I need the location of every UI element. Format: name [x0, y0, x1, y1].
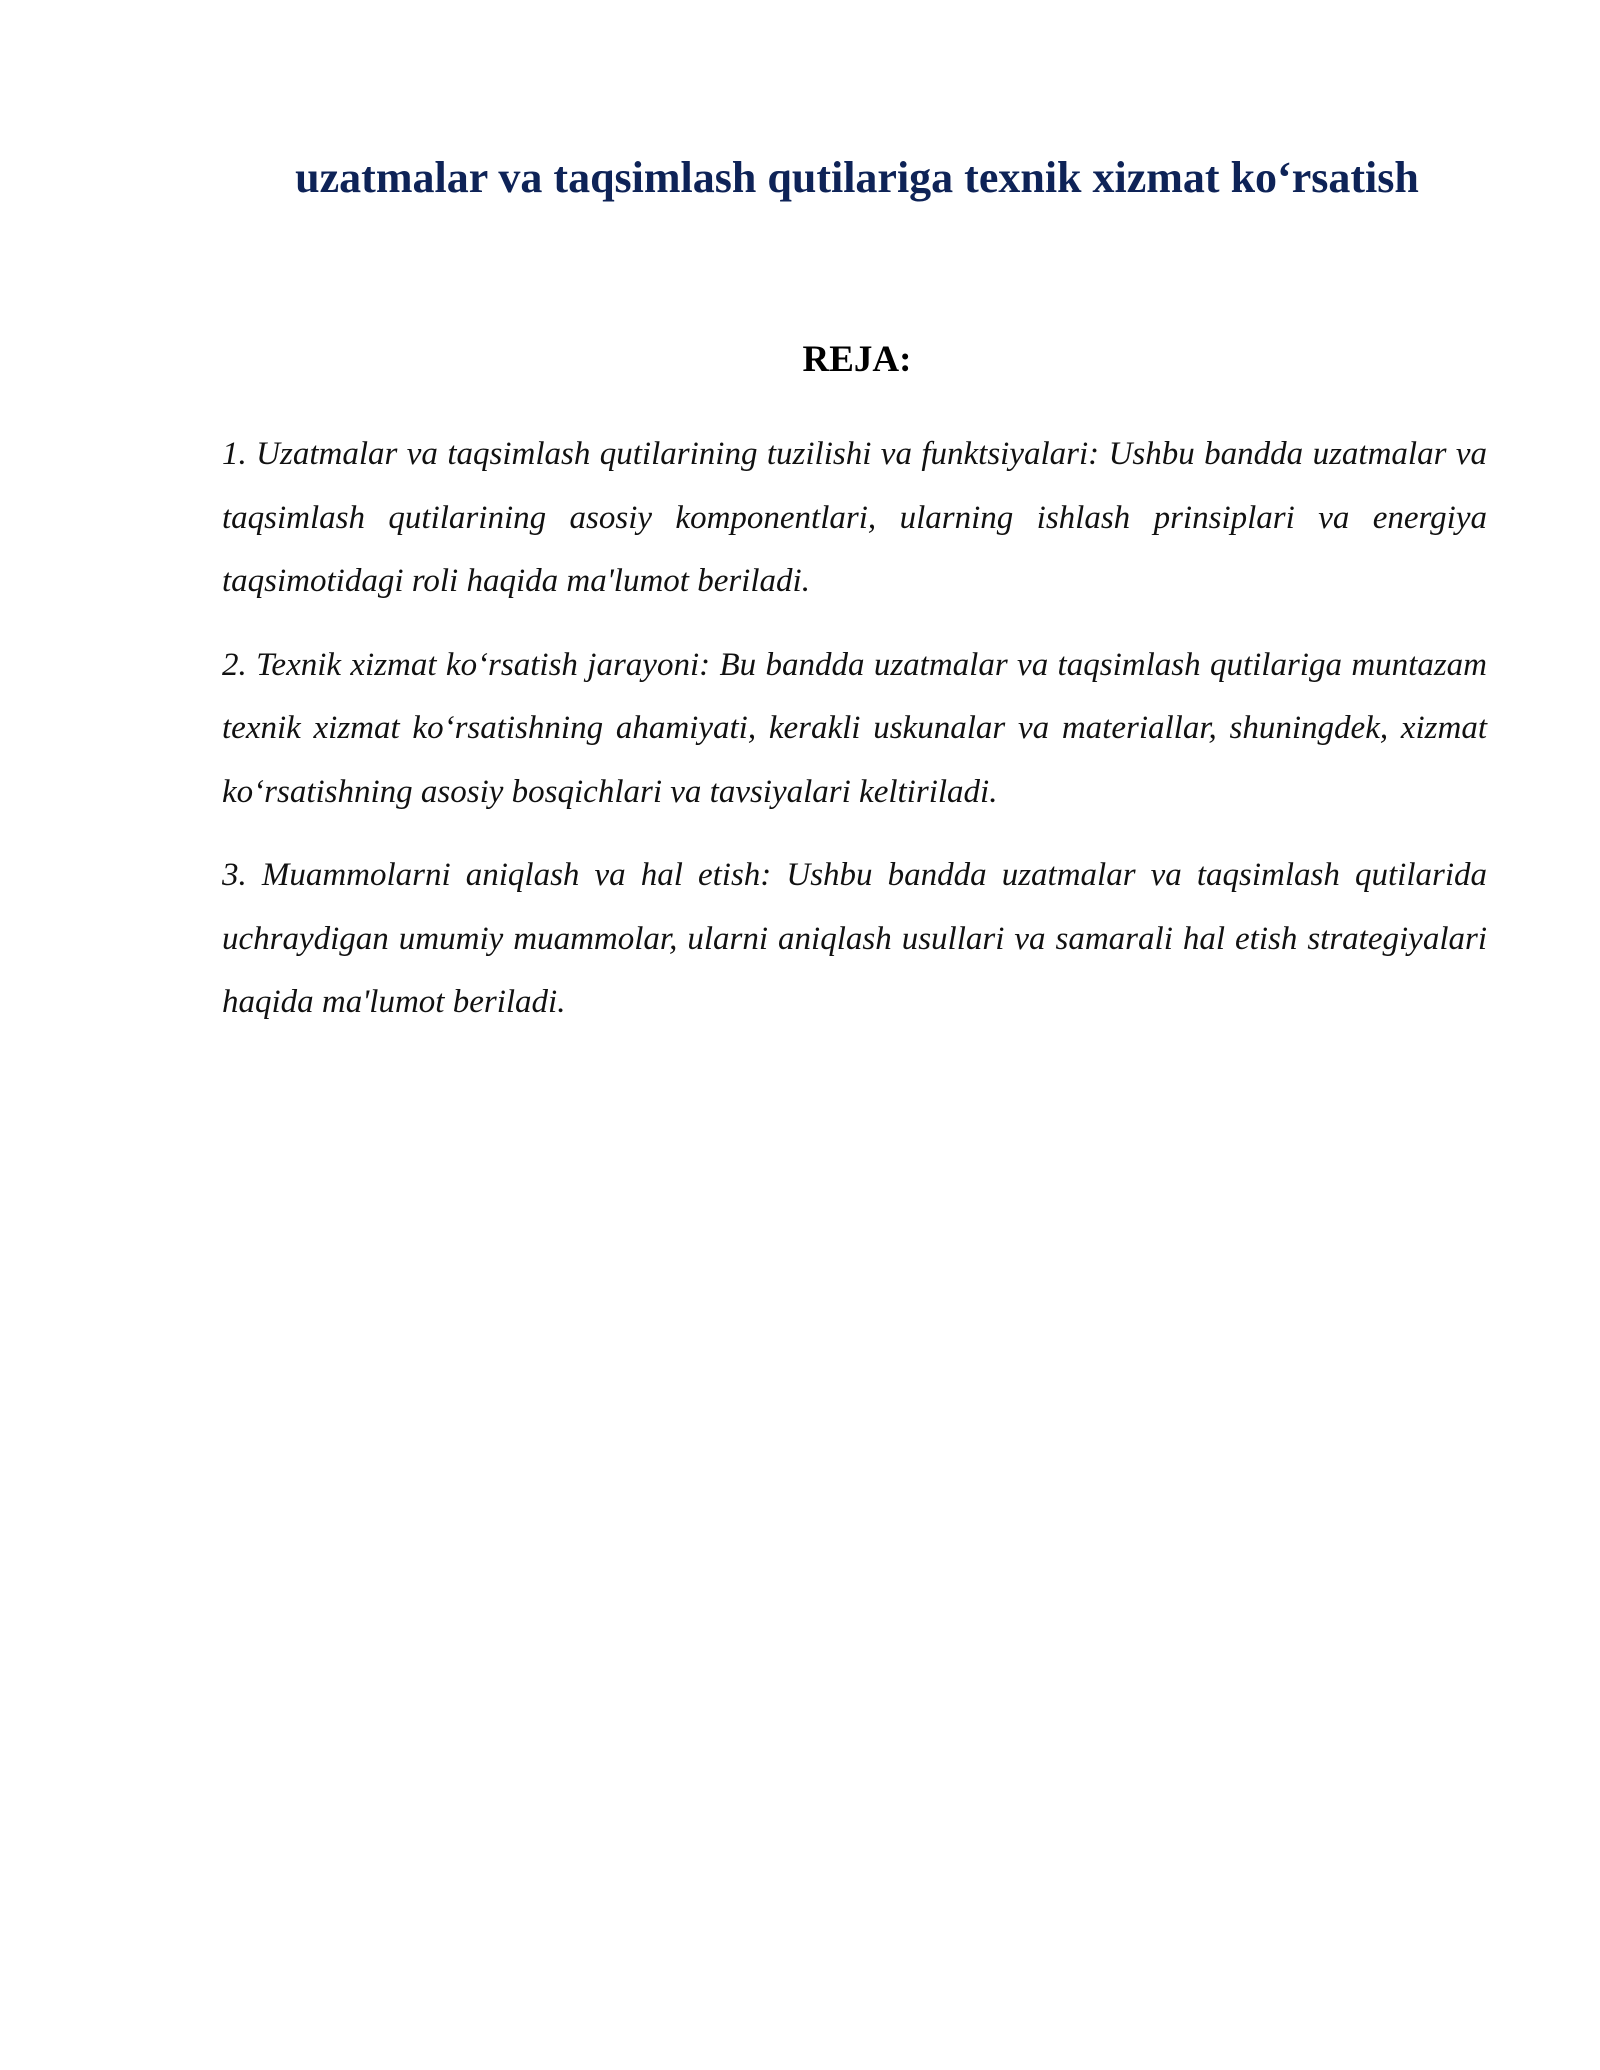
- plan-heading: REJA:: [802, 339, 912, 380]
- document-title: uzatmalar va taqsimlash qutilariga texnik xizmat ko‘rsatish: [295, 153, 1419, 202]
- plan-item-3: 3. Muammolarni aniqlash va hal etish: Ushbu bandda uzatmalar va taqsimlash qutilarida uchraydigan umumiy muammolar, ularni aniqlash usullari va samarali hal etish strategiyalari haqida ma'lumot beriladi.: [222, 857, 1487, 1020]
- plan-item-1: 1. Uzatmalar va taqsimlash qutilarining tuzilishi va funktsiyalari: Ushbu bandda uzatmalar va taqsimlash qutilarining asosiy komponentlari, ularning ishlash prinsiplari va energiya taqsimotidagi roli haqida ma'lumot beriladi.: [222, 436, 1487, 599]
- plan-list: [222, 423, 1487, 1055]
- plan-item-2: 2. Texnik xizmat ko‘rsatish jarayoni: Bu bandda uzatmalar va taqsimlash qutilariga muntazam texnik xizmat ko‘rsatishning ahamiyati, kerakli uskunalar va materiallar, shuningdek, xizmat ko‘rsatishning asosiy bosqichlari va tavsiyalari keltiriladi.: [222, 646, 1487, 810]
